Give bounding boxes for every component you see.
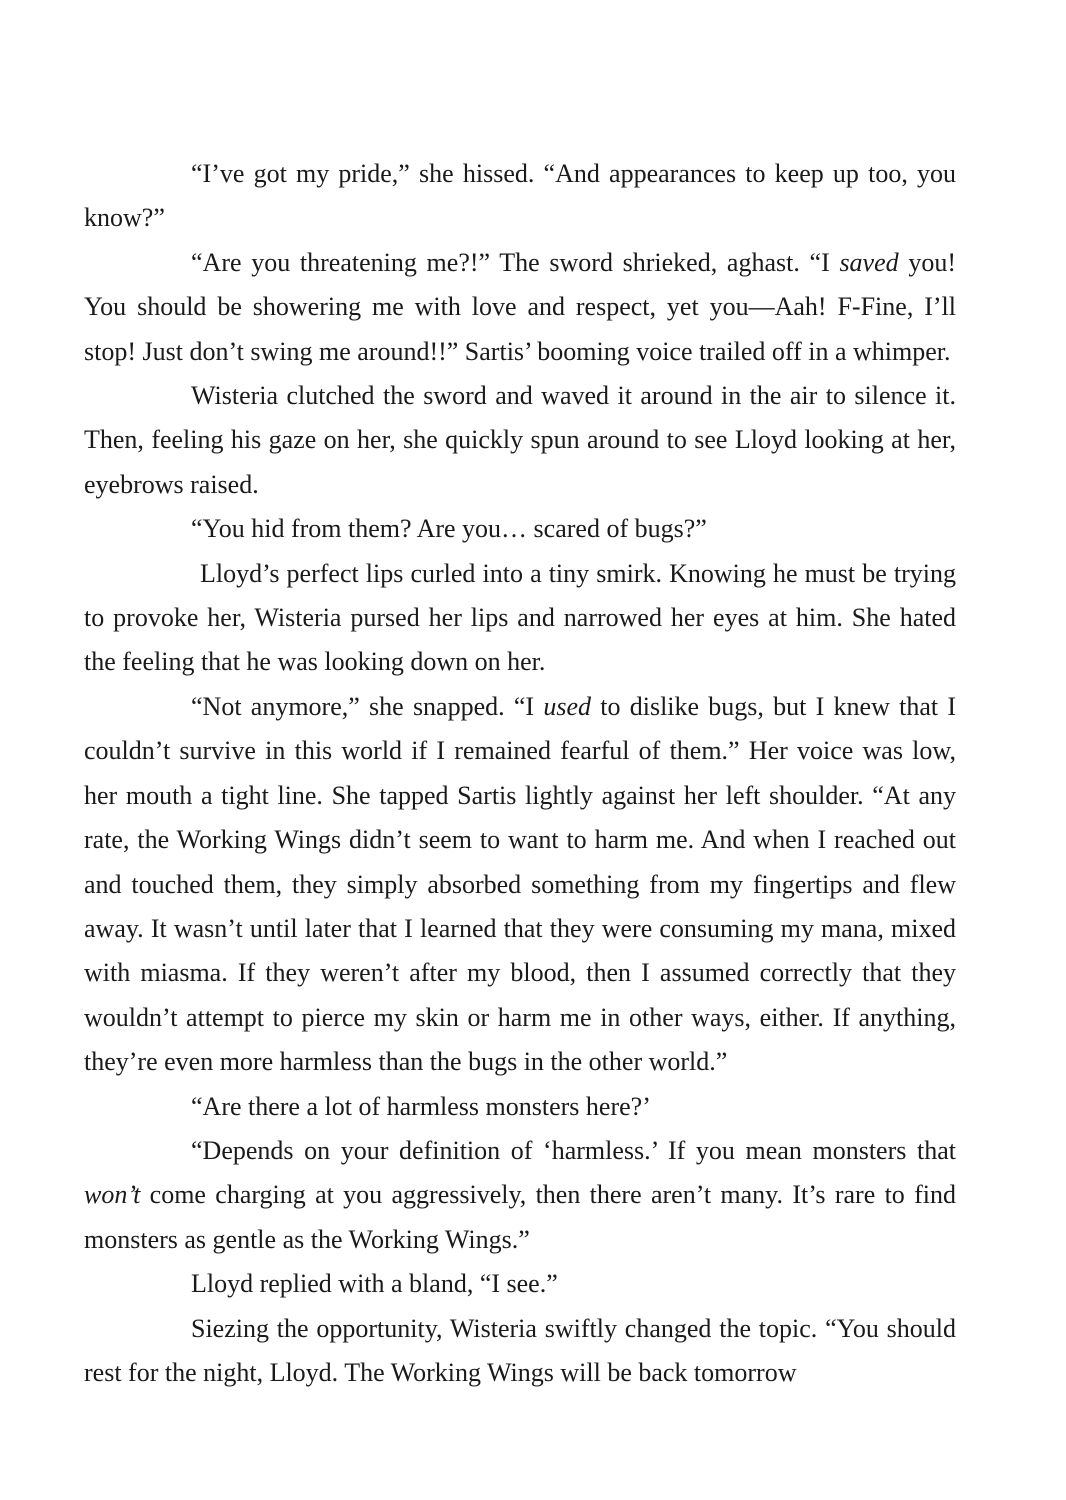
paragraph-text: to dislike bugs, but I knew that I couldn’t survive in this world if I remained fearful of them.” Her voice was low, her mouth a tight line. She tapped Sartis lightly against her left shoulder. “At any rate, the Working Wings didn’t seem to want to harm me. And when I reached out and touched them, they simply absorbed something from my fingertips and flew away. It wasn’t until later that I learned that they were consuming my mana, mixed with miasma. If they weren’t after my blood, then I assumed correctly that they wouldn’t attempt to pierce my skin or harm me in other ways, either. If anything, they’re even more harmless than the bugs in the other world.” (84, 691, 957, 1077)
paragraph-text: “Are you threatening me?!” The sword shrieked, aghast. “I (191, 247, 840, 277)
paragraph (84, 1262, 956, 1306)
paragraph (84, 1085, 956, 1129)
paragraph-text: “Are there a lot of harmless monsters here?’ (191, 1091, 651, 1121)
paragraph-text: “Depends on your definition of ‘harmless.’ If you mean monsters that (191, 1135, 956, 1165)
paragraph-text: Lloyd replied with a bland, “I see.” (191, 1269, 558, 1299)
paragraph (84, 241, 956, 374)
paragraph (84, 552, 956, 685)
book-page-body (84, 152, 956, 1395)
paragraph (84, 1129, 956, 1262)
paragraph-text: you! You should be showering me with love and respect, yet you—Aah! F-Fine, I’ll stop! Just don’t swing me around!!” Sartis’ booming voice trailed off in a whimper. (84, 247, 956, 366)
paragraph-text: “You hid from them? Are you… scared of bugs?” (191, 514, 707, 544)
paragraph-text: Wisteria clutched the sword and waved it around in the air to silence it. Then, feeling his gaze on her, she quickly spun around to see Lloyd looking at her, eyebrows raised. (84, 381, 956, 499)
paragraph (84, 1307, 956, 1396)
paragraph-text: Lloyd’s perfect lips curled into a tiny smirk. Knowing he must be trying to provoke her, Wisteria pursed her lips and narrowed her eyes at him. She hated the feeling that he was looking down on her. (84, 558, 956, 677)
paragraph-text: come charging at you aggressively, then there aren’t many. It’s rare to find monsters as gentle as the Working Wings.” (84, 1180, 956, 1254)
paragraph-text: “I’ve got my pride,” she hissed. “And appearances to keep up too, you know?” (84, 159, 956, 233)
emphasized-text: saved (839, 247, 899, 277)
emphasized-text: won’t (84, 1180, 141, 1210)
paragraph (84, 152, 956, 241)
paragraph-text: “Not anymore,” she snapped. “I (191, 691, 544, 721)
paragraph (84, 507, 956, 551)
emphasized-text: used (543, 691, 592, 721)
paragraph (84, 685, 956, 1085)
paragraph-text: Siezing the opportunity, Wisteria swiftly changed the topic. “You should rest for the night, Lloyd. The Working Wings will be back tomorrow (84, 1313, 956, 1387)
paragraph (84, 374, 956, 507)
